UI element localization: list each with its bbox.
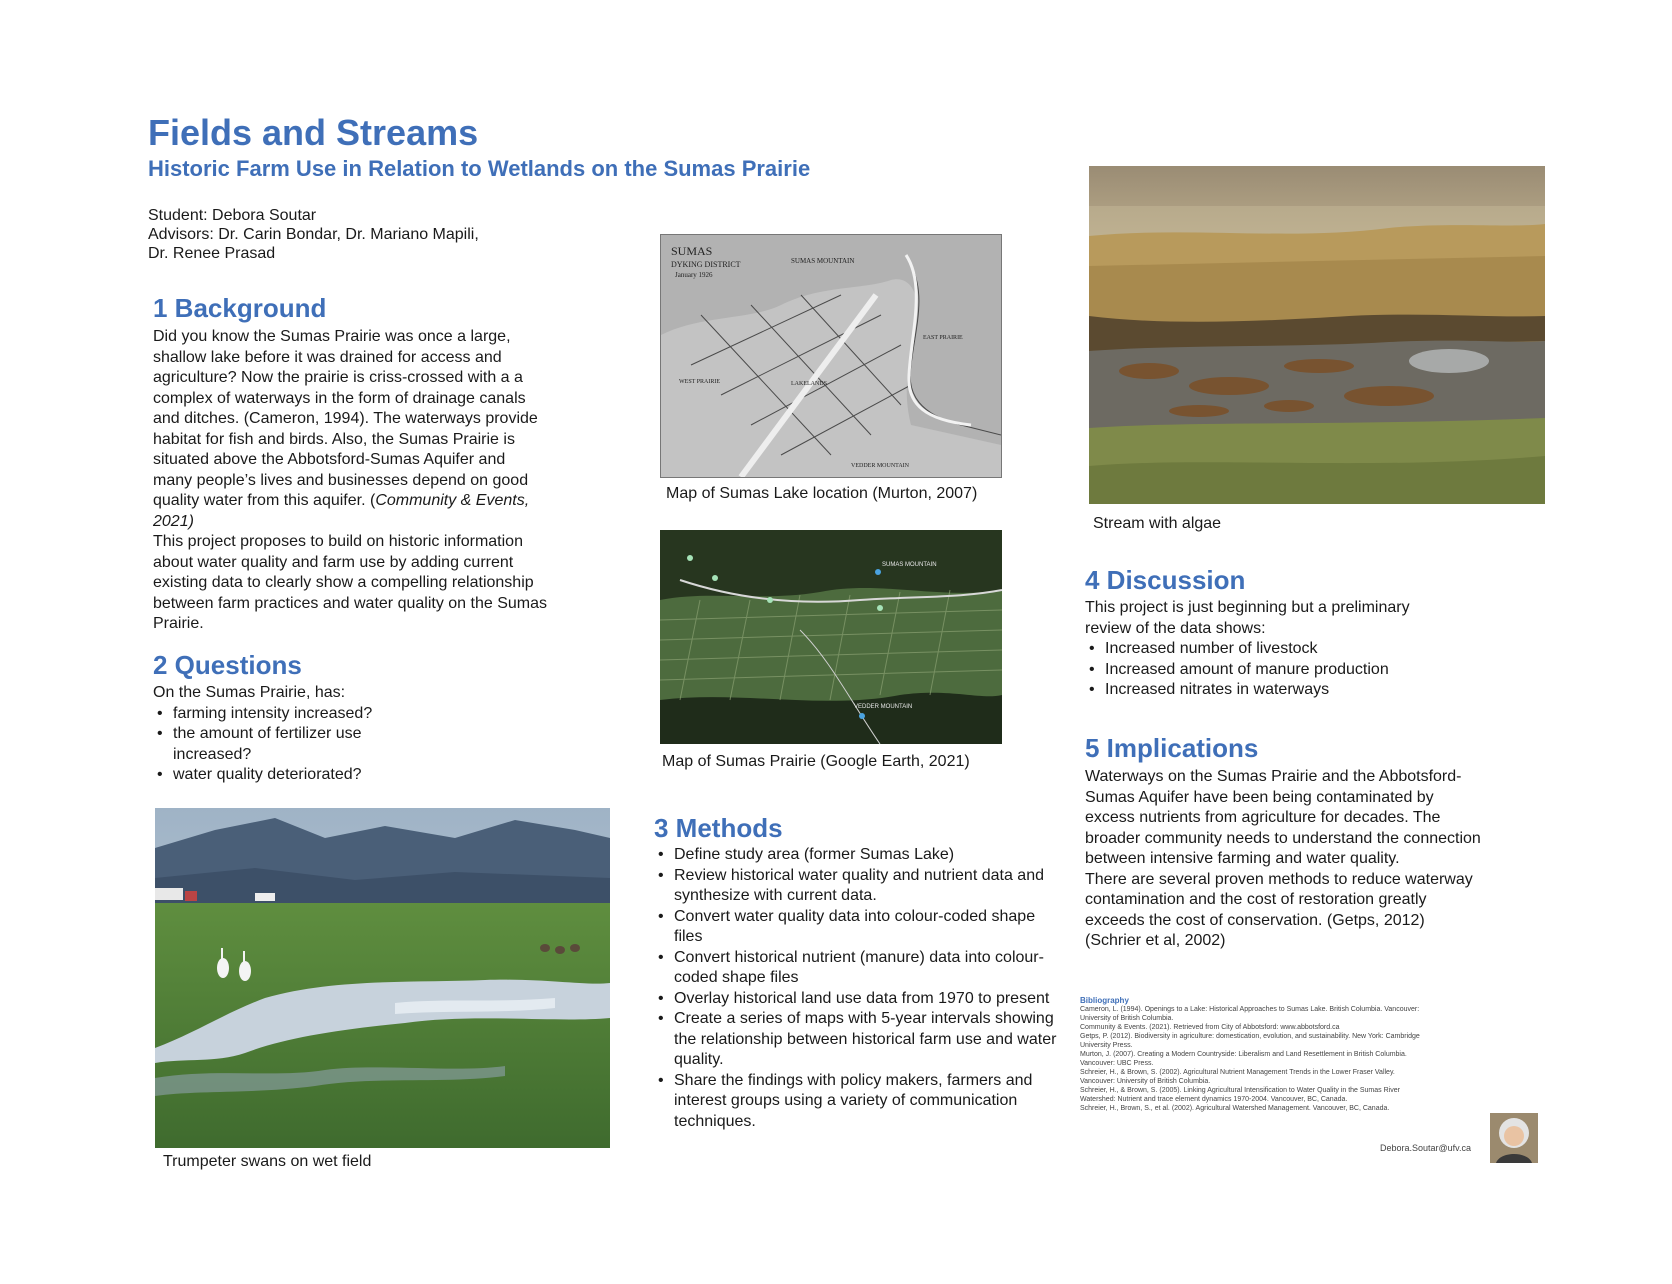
bibliography-entry: Getps, P. (2012). Biodiversity in agriculture: domestication, evolution, and sustainability. New York: Cambridge University Press.: [1080, 1033, 1420, 1049]
map1-east-label: EAST PRAIRIE: [923, 335, 963, 341]
sumas-lake-map: [660, 234, 1002, 478]
map1-west-label: WEST PRAIRIE: [679, 379, 721, 385]
discussion-list: [1085, 639, 1430, 701]
stream-caption: Stream with algae: [1093, 515, 1222, 532]
bibliography-entry: Schreier, H., & Brown, S. (2002). Agricultural Nutrient Management Trends in the Lower Fraser Valley. Vancouver: University of British Columbia.: [1080, 1069, 1395, 1085]
author-email: Debora.Soutar@ufv.ca: [1380, 1143, 1472, 1153]
list-item: • farming intensity increased?: [153, 704, 393, 725]
methods-section: [654, 845, 1064, 1132]
list-item: • Create a series of maps with 5-year intervals showing the relationship between historical farm use and water quality.: [654, 1009, 1064, 1071]
list-item: • Increased amount of manure production: [1085, 660, 1430, 681]
satellite-map-illustration: [660, 530, 1002, 744]
implications-paragraph-2: There are several proven methods to reduce waterway contamination and the cost of restoration greatly exceeds the cost of conservation. (Getps, 2012) (Schrier et al, 2002): [1085, 870, 1473, 949]
map1-date-label: January 1926: [675, 271, 713, 279]
background-paragraph-2: This project proposes to build on historic information about water quality and farm use by adding current existing data to clearly show a compelling relationship between farm practices and water quality on the Sumas Prairie.: [153, 533, 547, 632]
advisors-line-2: Dr. Renee Prasad: [148, 245, 276, 262]
advisors-line-1: Advisors: Dr. Carin Bondar, Dr. Mariano Mapili,: [148, 226, 479, 243]
methods-heading: 3 Methods: [654, 813, 783, 843]
map2-caption: Map of Sumas Prairie (Google Earth, 2021): [662, 753, 970, 770]
avatar-illustration: [1490, 1113, 1538, 1163]
swans-caption: Trumpeter swans on wet field: [163, 1153, 372, 1170]
list-item: • Overlay historical land use data from 1970 to present: [654, 989, 1064, 1010]
map2-vedder-label: VEDDER MOUNTAIN: [854, 704, 913, 710]
questions-section: [153, 683, 393, 786]
swans-photo-illustration: [155, 808, 610, 1148]
poster-title: Fields and Streams: [148, 112, 479, 153]
stream-photo: [1089, 166, 1545, 504]
discussion-section: [1085, 598, 1430, 701]
author-avatar: [1490, 1113, 1538, 1163]
list-item: • Define study area (former Sumas Lake): [654, 845, 1064, 866]
student-line: Student: Debora Soutar: [148, 207, 317, 224]
sumas-prairie-satellite-map: [660, 530, 1002, 744]
bibliography-entry: Cameron, L. (1994). Openings to a Lake: Historical Approaches to Sumas Lake. British Columbia. Vancouver: University of British Columbia.: [1080, 1006, 1420, 1022]
list-item: • Convert water quality data into colour-coded shape files: [654, 907, 1064, 948]
background-heading: 1 Background: [153, 293, 327, 323]
list-item: • Convert historical nutrient (manure) data into colour-coded shape files: [654, 948, 1064, 989]
list-item: • Share the findings with policy makers, farmers and interest groups using a variety of communication techniques.: [654, 1071, 1064, 1133]
implications-heading: 5 Implications: [1085, 733, 1259, 763]
bibliography-entry: Schreier, H., Brown, S., et al. (2002). Agricultural Watershed Management. Vancouver, BC, Canada.: [1080, 1105, 1390, 1112]
map1-title-label: SUMAS: [671, 244, 713, 258]
bibliography-entry: Murton, J. (2007). Creating a Modern Countryside: Liberalism and Land Resettlement in British Columbia. Vancouver: UBC Press.: [1080, 1051, 1407, 1067]
bibliography-entry: Community & Events. (2021). Retrieved from City of Abbotsford: www.abbotsford.ca: [1080, 1024, 1340, 1031]
map1-lakelands-label: LAKELANDS: [791, 381, 827, 387]
list-item: • Review historical water quality and nutrient data and synthesize with current data.: [654, 866, 1064, 907]
poster-subtitle: Historic Farm Use in Relation to Wetlands on the Sumas Prairie: [148, 156, 811, 181]
background-paragraph-1: Did you know the Sumas Prairie was once a large, shallow lake before it was drained for access and agriculture? Now the prairie is criss-crossed with a a complex of waterways in the form of drainage canals and ditches. (Cameron, 1994). The waterways provide habitat for fish and birds. Also, the Sumas Prairie is situated above the Abbotsford-Sumas Aquifer and many people’s lives and businesses depend on good quality water from this aquifer. (Community & Events, 2021): [153, 328, 538, 530]
map1-vedder-label: VEDDER MOUNTAIN: [851, 463, 910, 469]
discussion-intro: This project is just beginning but a preliminary review of the data shows:: [1085, 599, 1410, 637]
implications-paragraph-1: Waterways on the Sumas Prairie and the Abbotsford-Sumas Aquifer have been being contaminated by excess nutrients from agriculture for decades. The broader community needs to understand the connection between intensive farming and water quality.: [1085, 768, 1481, 867]
implications-section: [1085, 767, 1485, 952]
sumas-lake-map-illustration: [661, 235, 1001, 477]
list-item: • the amount of fertilizer use increased?: [153, 724, 393, 765]
methods-list: [654, 845, 1064, 1132]
bibliography: [1080, 996, 1430, 1113]
stream-photo-illustration: [1089, 166, 1545, 504]
background-citation: Community & Events, 2021): [153, 492, 530, 530]
map1-mountain-label: SUMAS MOUNTAIN: [791, 257, 855, 265]
map1-district-label: DYKING DISTRICT: [671, 260, 741, 269]
list-item: • water quality deteriorated?: [153, 765, 393, 786]
discussion-heading: 4 Discussion: [1085, 565, 1246, 595]
questions-heading: 2 Questions: [153, 650, 302, 680]
swans-photo: [155, 808, 610, 1148]
bibliography-entry: Schreier, H., & Brown, S. (2005). Linking Agricultural Intensification to Water Quality in the Sumas River Watershed: Nutrient and trace element dynamics 1970-2004. Vancouver, BC, Canada.: [1080, 1087, 1400, 1103]
questions-intro: On the Sumas Prairie, has:: [153, 684, 346, 701]
map1-caption: Map of Sumas Lake location (Murton, 2007): [666, 485, 978, 502]
map2-sumas-label: SUMAS MOUNTAIN: [882, 562, 937, 568]
questions-list: [153, 704, 393, 786]
background-section: [153, 327, 548, 635]
list-item: • Increased number of livestock: [1085, 639, 1430, 660]
author-block: [148, 206, 479, 263]
bibliography-title: Bibliography: [1080, 996, 1129, 1005]
list-item: • Increased nitrates in waterways: [1085, 680, 1430, 701]
